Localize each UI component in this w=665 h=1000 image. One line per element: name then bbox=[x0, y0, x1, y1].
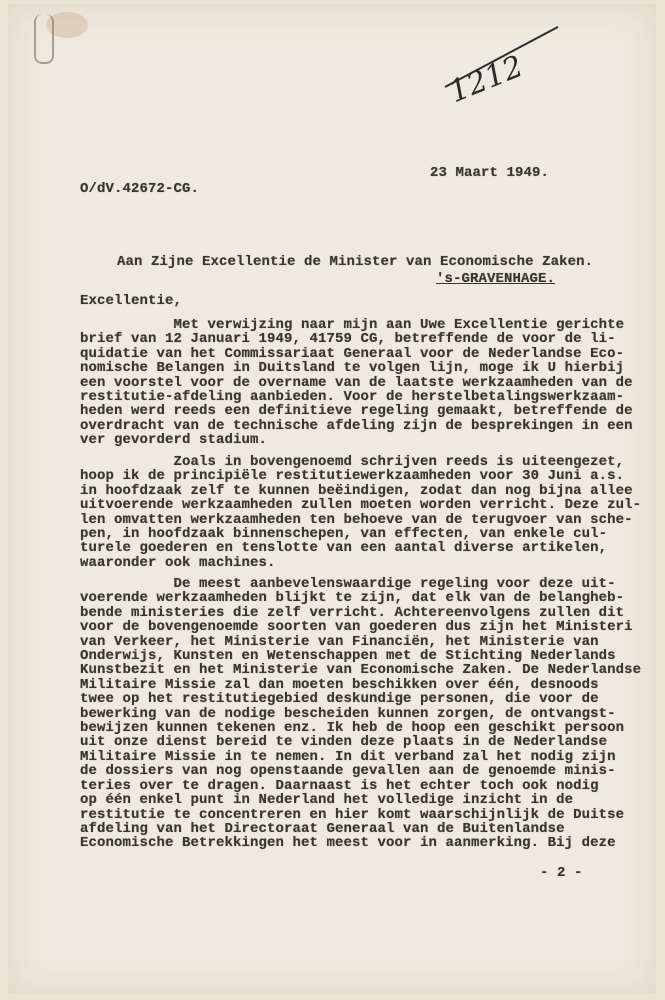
text-line: Zoals in bovengenoemd schrijven reeds is uiteengezet, bbox=[80, 454, 625, 470]
text-line: pen, in hoofdzaak binnenschepen, van effecten, van enkele cul- bbox=[80, 526, 608, 543]
text-line: nomische Belangen in Duitsland te volgen lijn, moge ik U hierbij bbox=[80, 360, 625, 377]
text-line: afdeling van het Directoraat Generaal van de Buitenlandse bbox=[80, 820, 565, 837]
text-line: uit onze dienst bereid te vinden deze plaats in de Nederlandse bbox=[80, 734, 608, 751]
text-line: teries over te dragen. Daarnaast is het echter toch ook nodig bbox=[80, 777, 599, 794]
text-line: twee op het restitutiegebied deskundige personen, die voor de bbox=[80, 691, 599, 708]
text-line: brief van 12 Januari 1949, 41759 CG, betreffende de voor de li- bbox=[80, 331, 616, 348]
text-line: hoop ik de principiële restitutiewerkzaamheden voor 30 Juni a.s. bbox=[80, 468, 625, 485]
text-line: Kunstbezit en het Ministerie van Economische Zaken. De Nederlandse bbox=[80, 662, 642, 679]
text-line: van Verkeer, het Ministerie van Financiën, het Ministerie van bbox=[80, 633, 599, 650]
text-line: Onderwijs, Kunsten en Wetenschappen met de Stichting Nederlands bbox=[80, 648, 616, 665]
paperclip-mark bbox=[34, 14, 54, 64]
text-line: de dossiers van nog openstaande gevallen aan de genoemde minis- bbox=[80, 763, 616, 780]
salutation: Excellentie, bbox=[80, 293, 183, 309]
handwritten-annotation: 1212 bbox=[444, 48, 529, 111]
text-line: restitutie te concentreren en hier komt waarschijnlijk de Duitse bbox=[80, 806, 625, 823]
letter-page bbox=[8, 4, 656, 994]
paragraph-1 bbox=[80, 318, 633, 448]
addressee: Aan Zijne Excellentie de Minister van Economische Zaken. bbox=[117, 254, 594, 270]
text-line: ver gevorderd stadium. bbox=[80, 432, 268, 449]
address-city: 's-GRAVENHAGE. bbox=[436, 271, 556, 287]
text-line: Militaire Missie zal dan moeten beschikken over één, desnoods bbox=[80, 676, 599, 693]
text-line: len omvatten werkzaamheden ten behoeve van de terugvoer van sche- bbox=[80, 511, 633, 528]
text-line: quidatie van het Commissariaat Generaal voor de Nederlandse Eco- bbox=[80, 345, 625, 362]
text-line: op één enkel punt in Nederland het volledige inzicht in de bbox=[80, 792, 574, 809]
text-line: restitutie-afdeling aanbieden. Voor de herstelbetalingswerkzaam- bbox=[80, 389, 625, 406]
text-line: heden werd reeds een definitieve regeling gemaakt, betreffende de bbox=[80, 403, 633, 420]
page-marker: - 2 - bbox=[540, 865, 583, 881]
text-line: een voorstel voor de overname van de laatste werkzaamheden van de bbox=[80, 374, 633, 391]
text-line: bewerking van de nodige bescheiden kunnen zorgen, de ontvangst- bbox=[80, 705, 616, 722]
text-line: uitvoerende werkzaamheden zullen moeten worden verricht. Deze zul- bbox=[80, 497, 642, 514]
text-line: bende ministeries die zelf verricht. Achtereenvolgens zullen dit bbox=[80, 604, 625, 621]
text-line: overdracht van de technische afdeling zijn de besprekingen in een bbox=[80, 417, 633, 434]
text-line: turele goederen en tenslotte van een aantal diverse artikelen, bbox=[80, 540, 608, 557]
text-line: De meest aanbevelenswaardige regeling voor deze uit- bbox=[80, 576, 616, 592]
letter-date: 23 Maart 1949. bbox=[430, 165, 550, 181]
text-line: in hoofdzaak zelf te kunnen beëindigen, zodat dan nog bijna allee bbox=[80, 482, 633, 499]
text-line: Militaire Missie in te nemen. In dit verband zal het nodig zijn bbox=[80, 748, 616, 765]
text-line: waaronder ook machines. bbox=[80, 554, 276, 571]
paragraph-3 bbox=[80, 577, 641, 851]
reference-number: O/dV.42672-CG. bbox=[80, 181, 200, 197]
text-line: voor de bovengenoemde soorten van goederen dus zijn het Ministeri bbox=[80, 619, 633, 636]
text-line: bewijzen kunnen tekenen enz. Ik heb de hoop een geschikt persoon bbox=[80, 720, 625, 737]
text-line: Economische Betrekkingen het meest voor in aanmerking. Bij deze bbox=[80, 835, 616, 852]
text-line: Met verwijzing naar mijn aan Uwe Excellentie gerichte bbox=[80, 317, 625, 333]
text-line: voerende werkzaamheden blijkt te zijn, dat elk van de belangheb- bbox=[80, 590, 625, 607]
paragraph-2 bbox=[80, 455, 641, 570]
